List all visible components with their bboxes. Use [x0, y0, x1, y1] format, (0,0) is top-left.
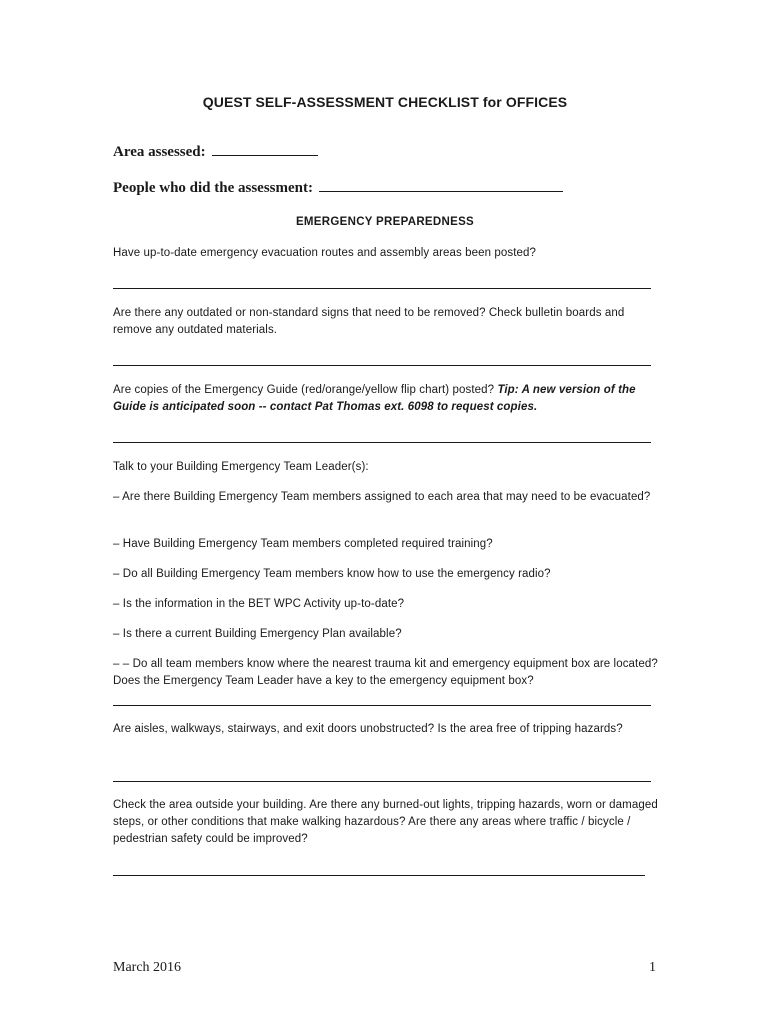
- question-emergency-guide: [113, 382, 658, 416]
- page-number: 1: [649, 960, 656, 975]
- bet-question-assigned: – Are there Building Emergency Team members assigned to each area that may need to be evacuated?: [113, 491, 651, 503]
- people-field: [113, 179, 563, 197]
- answer-line[interactable]: [113, 365, 651, 366]
- bet-question-trauma-kit: – – Do all team members know where the nearest trauma kit and emergency equipment box are located? Does the Emergency Team Leader have a key to the emergency equipment box?: [113, 658, 658, 687]
- question-outdated-signs: Are there any outdated or non-standard signs that need to be removed? Check bulletin boards and remove any outdated materials.: [113, 307, 625, 336]
- answer-line[interactable]: [113, 705, 651, 706]
- bet-question-wpc: – Is the information in the BET WPC Activity up-to-date?: [113, 598, 405, 610]
- question-aisles: Are aisles, walkways, stairways, and exit doors unobstructed? Is the area free of tripping hazards?: [113, 723, 623, 735]
- answer-line[interactable]: [113, 875, 645, 876]
- question-evacuation-routes: Have up-to-date emergency evacuation routes and assembly areas been posted?: [113, 247, 537, 259]
- people-blank[interactable]: [319, 179, 563, 192]
- bet-question-training: – Have Building Emergency Team members completed required training?: [113, 538, 493, 550]
- question-outside-building: Check the area outside your building. Are there any burned-out lights, tripping hazards, worn or damaged steps, or other conditions that make walking hazardous? Are there any areas where traffic / bicycle / pedestrian safety could be improved?: [113, 799, 658, 845]
- section-heading: EMERGENCY PREPAREDNESS: [295, 216, 475, 228]
- answer-line[interactable]: [113, 781, 651, 782]
- tip-text: Tip: A new version of the Guide is anticipated soon -- contact Pat Thomas ext. 6098 to request copies.: [113, 384, 636, 413]
- answer-line[interactable]: [113, 442, 651, 443]
- bet-leader-intro: Talk to your Building Emergency Team Leader(s):: [113, 461, 369, 473]
- footer-date: March 2016: [113, 960, 182, 975]
- bet-question-radio: – Do all Building Emergency Team members know how to use the emergency radio?: [113, 568, 551, 580]
- area-assessed-blank[interactable]: [212, 143, 318, 156]
- bet-question-plan: – Is there a current Building Emergency Plan available?: [113, 628, 402, 640]
- question-text: Are copies of the Emergency Guide (red/orange/yellow flip chart) posted?: [113, 384, 498, 396]
- area-assessed-field: [113, 143, 318, 161]
- answer-line[interactable]: [113, 288, 651, 289]
- people-label: People who did the assessment:: [113, 180, 314, 196]
- area-assessed-label: Area assessed:: [113, 144, 206, 160]
- document-title: QUEST SELF-ASSESSMENT CHECKLIST for OFFICES: [202, 94, 568, 110]
